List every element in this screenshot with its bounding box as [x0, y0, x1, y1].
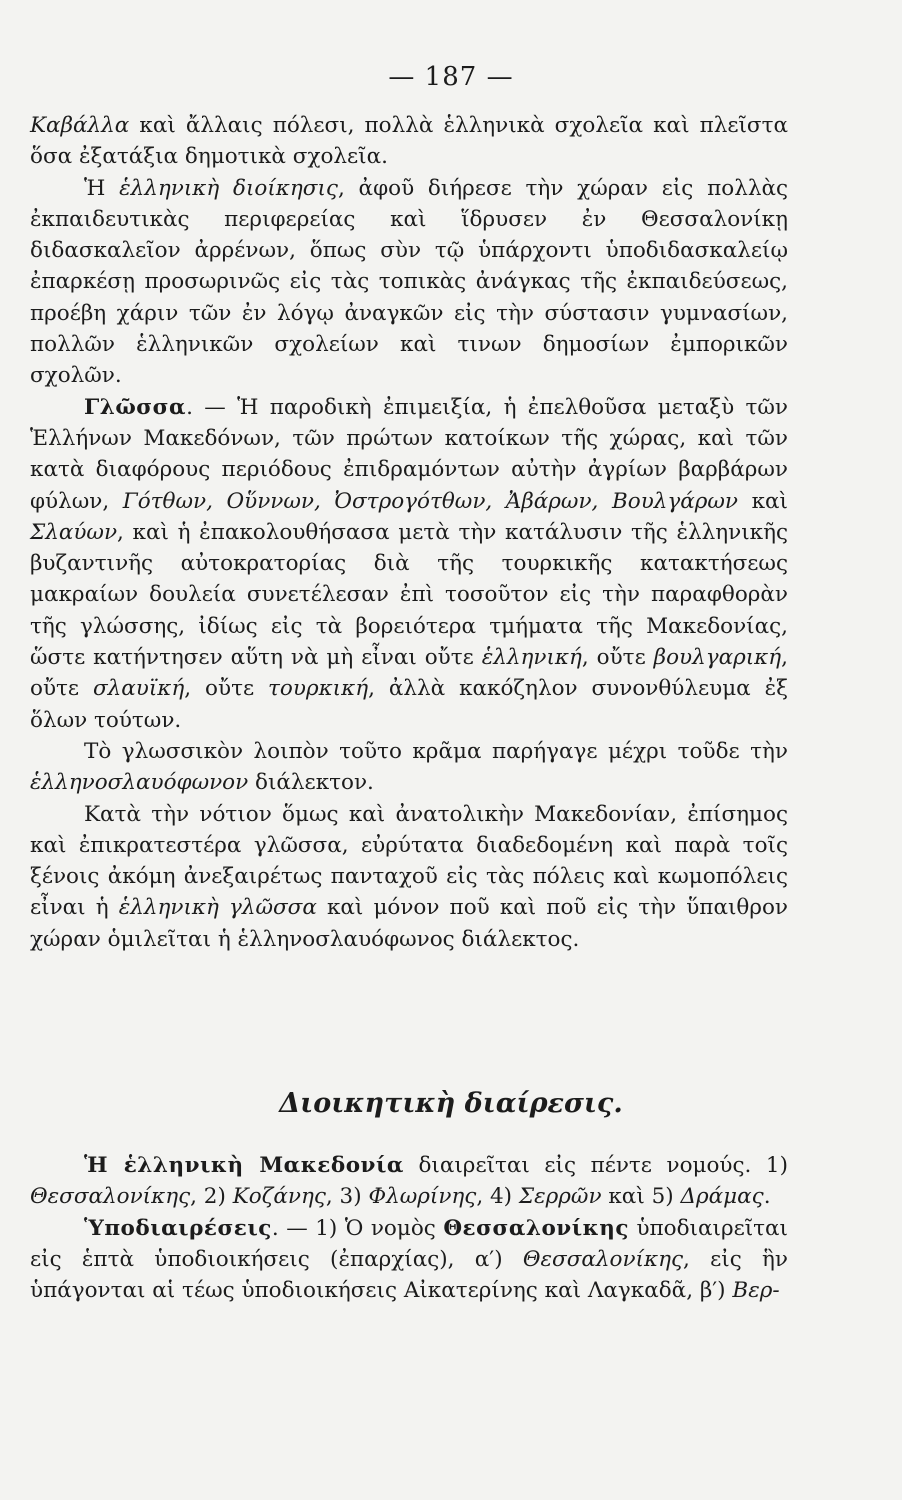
text-run: , 3) — [325, 1184, 369, 1210]
bold-heading-text: Ἡ ἑλληνικὴ Μακεδονία — [84, 1153, 404, 1178]
text-run: , 4) — [476, 1184, 519, 1210]
paragraph — [30, 1213, 788, 1307]
italic-text: Καβάλλα — [30, 113, 130, 138]
paragraph — [30, 799, 788, 955]
italic-text: Κοζάνης — [232, 1184, 326, 1210]
text-run: διαιρεῖται εἰς πέντε νομούς. 1) — [403, 1153, 788, 1178]
text-run: , οὔτε — [30, 645, 788, 702]
italic-text: Θεσσαλονίκης — [522, 1246, 684, 1272]
text-run: καὶ ἄλλαις πόλεσι, πολλὰ ἑλληνικὰ σχολεῖα καὶ πλεῖστα ὅσα ἐξατάξια δημοτικὰ σχολεῖα. — [30, 113, 788, 170]
bold-heading-text: Θεσσαλονίκης — [443, 1215, 629, 1241]
text-run: . — Ἡ παροδικὴ ἐπιμειξία, ἡ ἐπελθοῦσα μεταξὺ τῶν Ἑλλήνων Μακεδόνων, τῶν πρώτων κατοίκων τῆς χώρας, καὶ τῶν κατὰ διαφόρους περιόδους ἐπιδραμόντων αὐτὴν ἀγρίων βαρβάρων φύλων, — [30, 394, 788, 514]
text-run: Κατὰ τὴν νότιον ὅμως καὶ ἀνατολικὴν Μακεδονίαν, ἐπίσημος καὶ ἐπικρατεστέρα γλῶσσα, εὐρύτατα διαδεδομένη καὶ παρὰ τοῖς ξένοις ἀκόμη ἀνεξαιρέτως πανταχοῦ εἰς τὰς πόλεις καὶ κωμοπόλεις εἶναι ἡ — [30, 801, 788, 921]
italic-text: Σερρῶν — [518, 1184, 602, 1210]
italic-text: Σλαύων — [30, 519, 118, 545]
main-text — [30, 110, 788, 955]
text-run: , 2) — [190, 1184, 233, 1210]
text-run: , ἀλλὰ κακόζηλον συνονθύλευμα ἐξ ὅλων τούτων. — [30, 676, 788, 733]
bold-heading-text: Ὑποδιαιρέσεις — [84, 1215, 272, 1241]
paragraph — [30, 110, 788, 173]
text-run: . — [763, 1184, 771, 1210]
italic-text: ἑλληνικὴ γλῶσσα — [118, 895, 317, 921]
paragraph — [30, 1150, 788, 1213]
text-run: Τὸ γλωσσικὸν λοιπὸν τοῦτο κρᾶμα παρήγαγε μέχρι τοῦδε τὴν — [84, 738, 788, 764]
text-run: , οὔτε — [581, 645, 654, 671]
italic-text: σλαυϊκή — [92, 676, 185, 702]
section-title: Διοικητικὴ διαίρεσις. — [279, 1088, 623, 1119]
text-run: καὶ μόνον ποῦ καὶ ποῦ εἰς τὴν ὕπαιθρον χώραν ὁμιλεῖται ἡ ἑλληνοσλαυόφωνος διάλεκτος. — [30, 895, 788, 952]
text-run: , καὶ ἡ ἐπακολουθήσασα μετὰ τὴν κατάλυσιν τῆς ἑλληνικῆς βυζαντινῆς αὐτοκρατορίας διὰ τῆς τουρκικῆς κατακτήσεως μακραίων δουλεία συνετέλεσαν ἐπὶ τοσοῦτον εἰς τὴν παραφθορὰν τῆς γλώσσης, ἰδίως εἰς τὰ βορειότερα τμήματα τῆς Μακεδονίας, ὥστε κατήντησεν αὕτη νὰ μὴ εἶναι οὔτε — [30, 519, 788, 671]
bold-heading-text: Γλῶσσα — [84, 394, 187, 420]
italic-text: Βερ- — [732, 1278, 780, 1304]
paragraph — [30, 392, 788, 736]
text-run: Ἡ — [84, 175, 120, 201]
italic-text: Θεσσαλονίκης — [30, 1184, 191, 1210]
section-text — [30, 1150, 788, 1306]
text-run: καὶ 5) — [601, 1184, 681, 1210]
text-run: διάλεκτον. — [248, 770, 374, 796]
text-run: , εἰς ἣν ὑπάγονται αἱ τέως ὑποδιοικήσεις Αἰκατερίνης καὶ Λαγκαδᾶ, β′) — [30, 1246, 788, 1304]
italic-text: ἑλληνική — [481, 645, 582, 671]
italic-text: Δράμας — [680, 1184, 764, 1210]
paragraph — [30, 173, 788, 392]
text-run: ὑποδιαιρεῖται εἰς ἑπτὰ ὑποδιοικήσεις (ἐπαρχίας), α′) — [30, 1215, 788, 1272]
italic-text: ἑλληνοσλαυόφωνον — [30, 770, 249, 796]
paragraph — [30, 736, 788, 799]
italic-text: ἑλληνικὴ διοίκησις — [119, 175, 338, 201]
italic-text: τουρκική — [268, 676, 369, 702]
italic-text: Φλωρίνης — [368, 1184, 477, 1210]
text-run: . — 1) Ὁ νομὸς — [271, 1215, 444, 1241]
page-number: — 187 — — [388, 62, 514, 92]
italic-text: Γότθων, Οὕννων, Ὀστρογότθων, Ἀβάρων, Βουλγάρων — [122, 488, 738, 514]
text-run: , ἀφοῦ διήρεσε τὴν χώραν εἰς πολλὰς ἐκπαιδευτικὰς περιφερείας καὶ ἵδρυσεν ἐν Θεσσαλονίκῃ διδασκαλεῖον ἀρρένων, ὅπως σὺν τῷ ὑπάρχοντι ὑποδιδασκαλείῳ ἐπαρκέσῃ προσωρινῶς εἰς τὰς τοπικὰς ἀνάγκας τῆς ἐκπαιδεύσεως, προέβη χάριν τῶν ἐν λόγῳ ἀναγκῶν εἰς τὴν σύστασιν γυμνασίων, πολλῶν ἑλληνικῶν σχολείων καὶ τινων δημοσίων ἐμπορικῶν σχολῶν. — [30, 175, 789, 389]
text-run: , οὔτε — [184, 676, 269, 702]
italic-text: βουλγαρική — [653, 645, 782, 671]
text-run: καὶ — [738, 488, 788, 514]
